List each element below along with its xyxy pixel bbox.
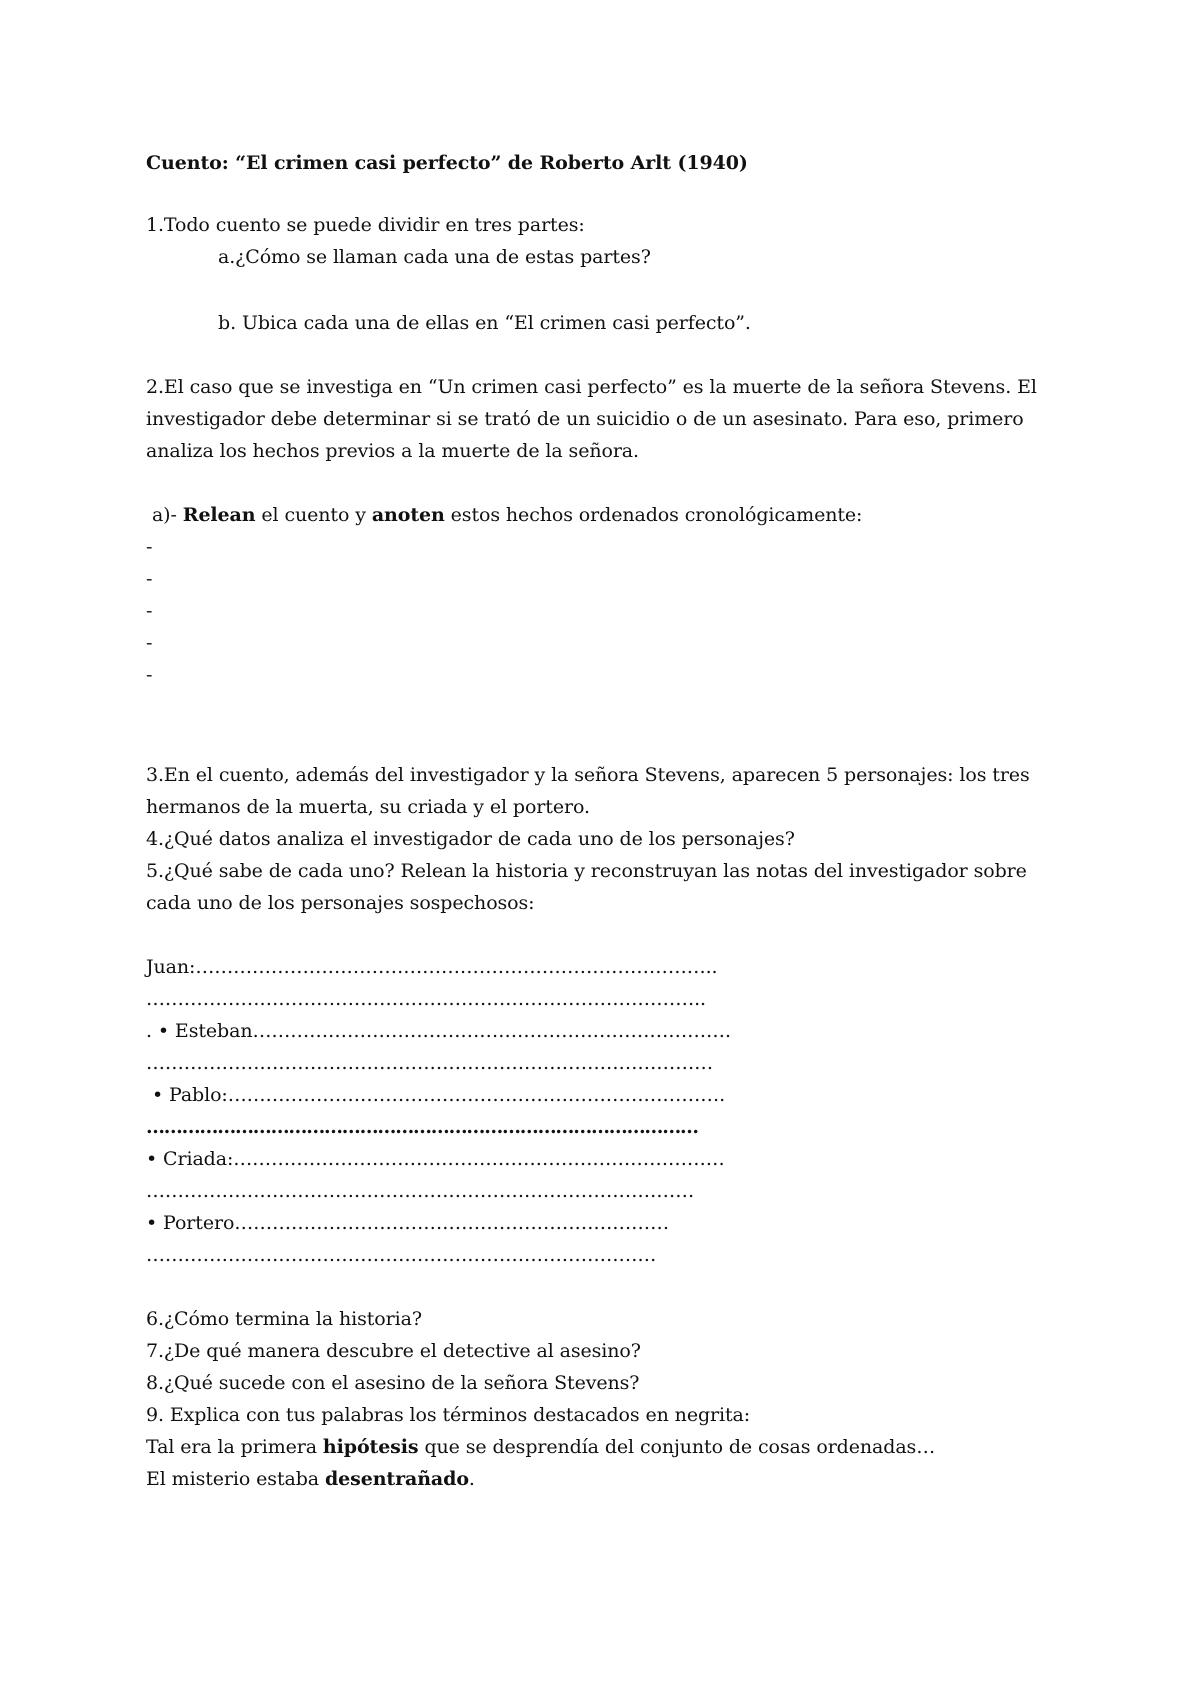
character-portero: • Portero…………………………………………………………… bbox=[146, 1212, 669, 1234]
question-2-line-1: 2.El caso que se investiga en “Un crimen casi perfecto” es la muerte de la señora Stevens. El bbox=[146, 376, 1037, 398]
question-9-sentence-1 bbox=[146, 1436, 935, 1458]
question-3-line-1: 3.En el cuento, además del investigador y la señora Stevens, aparecen 5 personajes: los tres bbox=[146, 764, 1030, 786]
question-7: 7.¿De qué manera descubre el detective al asesino? bbox=[146, 1340, 641, 1362]
question-3-line-2: hermanos de la muerta, su criada y el portero. bbox=[146, 796, 590, 818]
question-2a-mid: el cuento y bbox=[255, 504, 372, 526]
character-esteban: . • Esteban…………………………………………………………………. bbox=[146, 1020, 731, 1042]
document-title: Cuento: “El crimen casi perfecto” de Roberto Arlt (1940) bbox=[146, 152, 748, 174]
character-pablo-continued: ………………………………………………………………………………… bbox=[146, 1116, 698, 1138]
question-2a-bold-relean: Relean bbox=[182, 504, 256, 526]
question-1a: a.¿Cómo se llaman cada una de estas partes? bbox=[218, 246, 651, 268]
answer-dash: - bbox=[146, 632, 153, 654]
question-2a-suffix: estos hechos ordenados cronológicamente: bbox=[444, 504, 863, 526]
sentence-2-suffix: . bbox=[468, 1468, 475, 1490]
question-1b: b. Ubica cada una de ellas en “El crimen casi perfecto”. bbox=[218, 312, 751, 334]
sentence-1-suffix: que se desprendía del conjunto de cosas ordenadas… bbox=[418, 1436, 936, 1458]
sentence-1-prefix: Tal era la primera bbox=[146, 1436, 323, 1458]
answer-dash: - bbox=[146, 600, 153, 622]
question-2a-prefix: a)- bbox=[146, 504, 183, 526]
question-4: 4.¿Qué datos analiza el investigador de cada uno de los personajes? bbox=[146, 828, 795, 850]
question-2-line-2: investigador debe determinar si se trató de un suicidio o de un asesinato. Para eso, primero bbox=[146, 408, 1024, 430]
question-5-line-1: 5.¿Qué sabe de cada uno? Relean la historia y reconstruyan las notas del investigador sobre bbox=[146, 860, 1027, 882]
question-5-line-2: cada uno de los personajes sospechosos: bbox=[146, 892, 535, 914]
question-9-sentence-2 bbox=[146, 1468, 475, 1490]
question-6: 6.¿Cómo termina la historia? bbox=[146, 1308, 422, 1330]
term-desentranado: desentrañado bbox=[324, 1468, 469, 1490]
question-9-stem: 9. Explica con tus palabras los términos destacados en negrita: bbox=[146, 1404, 751, 1426]
character-juan-continued: …………………………………………………………………………….. bbox=[146, 988, 706, 1010]
character-esteban-continued: ……………………………………………………………………………… bbox=[146, 1052, 714, 1074]
question-2a bbox=[146, 504, 862, 526]
answer-dash: - bbox=[146, 568, 153, 590]
sentence-2-prefix: El misterio estaba bbox=[146, 1468, 325, 1490]
term-hipotesis: hipótesis bbox=[322, 1436, 419, 1458]
character-portero-continued: ……………………………………………………………………… bbox=[146, 1244, 657, 1266]
question-1-stem: 1.Todo cuento se puede dividir en tres partes: bbox=[146, 214, 585, 236]
question-8: 8.¿Qué sucede con el asesino de la señora Stevens? bbox=[146, 1372, 640, 1394]
character-criada-continued: …………………………………………………………………………… bbox=[146, 1180, 695, 1202]
character-juan: Juan:……………………………………………………………………….. bbox=[146, 956, 718, 978]
answer-dash: - bbox=[146, 536, 153, 558]
character-criada: • Criada:…………………………………………………………………… bbox=[146, 1148, 725, 1170]
question-2a-bold-anoten: anoten bbox=[371, 504, 445, 526]
question-2-line-3: analiza los hechos previos a la muerte de la señora. bbox=[146, 440, 639, 462]
answer-dash: - bbox=[146, 664, 153, 686]
character-pablo: • Pablo:……………………………………………………………………. bbox=[146, 1084, 726, 1106]
